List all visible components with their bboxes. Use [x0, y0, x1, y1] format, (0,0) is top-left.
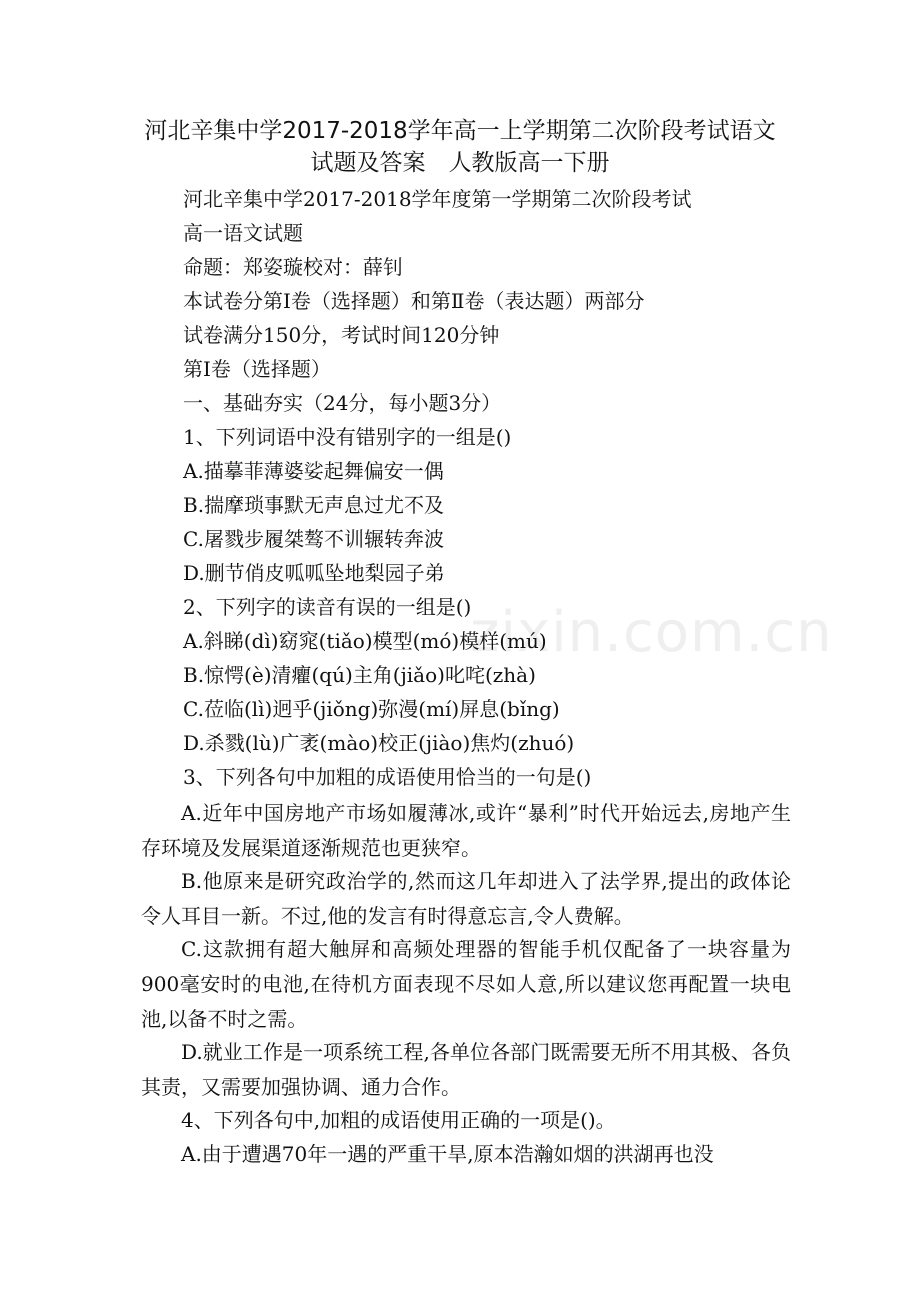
- q1-option-a: A.描摹菲薄婆娑起舞偏安一偶: [183, 459, 444, 483]
- document-title-line-2: 试题及答案 人教版高一下册: [310, 150, 610, 176]
- q2-option-d: D.杀戮(lù)广袤(mào)校正(jiào)焦灼(zhuó): [183, 731, 575, 755]
- q3-option-c: C.这款拥有超大触屏和高频处理器的智能手机仅配备了一块容量为900毫安时的电池,在待机方面表现不尽如人意,所以建议您再配置一块电池,以备不时之需。: [141, 937, 791, 1031]
- question-2: 2、下列字的读音有误的一组是(): [183, 595, 472, 619]
- part-heading: 一、基础夯实（24分，每小题3分）: [183, 391, 502, 415]
- q2-option-a: A.斜睇(dì)窈窕(tiǎo)模型(mó)模样(mú): [183, 629, 547, 653]
- q3-option-b: B.他原来是研究政治学的,然而这几年却进入了法学界,提出的政体论令人耳目一新。不过,他的发言有时得意忘言,令人费解。: [141, 869, 791, 928]
- exam-authors: 命题：郑姿璇校对：薛钊: [183, 255, 403, 279]
- exam-structure-note: 本试卷分第Ⅰ卷（选择题）和第Ⅱ卷（表达题）两部分: [183, 289, 645, 313]
- document-title-line-1: 河北辛集中学2017-2018学年高一上学期第二次阶段考试语文: [144, 118, 776, 144]
- exam-header: 河北辛集中学2017-2018学年度第一学期第二次阶段考试: [183, 187, 692, 211]
- exam-subtitle: 高一语文试题: [183, 221, 303, 245]
- q3-option-d: D.就业工作是一项系统工程,各单位各部门既需要无所不用其极、各负其责，又需要加强协调、通力合作。: [141, 1040, 791, 1099]
- q1-option-b: B.揣摩琐事默无声息过尤不及: [183, 493, 445, 517]
- q2-option-b: B.惊愕(è)清癯(qú)主角(jiǎo)叱咤(zhà): [183, 663, 536, 687]
- question-3: 3、下列各句中加粗的成语使用恰当的一句是(): [183, 765, 592, 789]
- exam-score-time: 试卷满分150分，考试时间120分钟: [183, 323, 500, 347]
- q1-option-d: D.删节俏皮呱呱坠地梨园子弟: [183, 561, 445, 585]
- q2-option-c: C.莅临(lì)迥乎(jiǒng)弥漫(mí)屏息(bǐng): [183, 697, 560, 721]
- watermark: zixin.com.cn: [470, 600, 833, 665]
- q4-option-a: A.由于遭遇70年一遇的严重干旱,原本浩瀚如烟的洪湖再也没: [181, 1142, 714, 1166]
- section-heading: 第Ⅰ卷（选择题）: [183, 357, 331, 381]
- question-1: 1、下列词语中没有错别字的一组是(): [183, 425, 512, 449]
- q1-option-c: C.屠戮步履桀骜不训辗转奔波: [183, 527, 444, 551]
- question-4: 4、下列各句中,加粗的成语使用正确的一项是()。: [181, 1108, 616, 1132]
- q3-option-a: A.近年中国房地产市场如履薄冰,或许“暴利”时代开始远去,房地产生存环境及发展渠道逐渐规范也更狭窄。: [141, 801, 791, 860]
